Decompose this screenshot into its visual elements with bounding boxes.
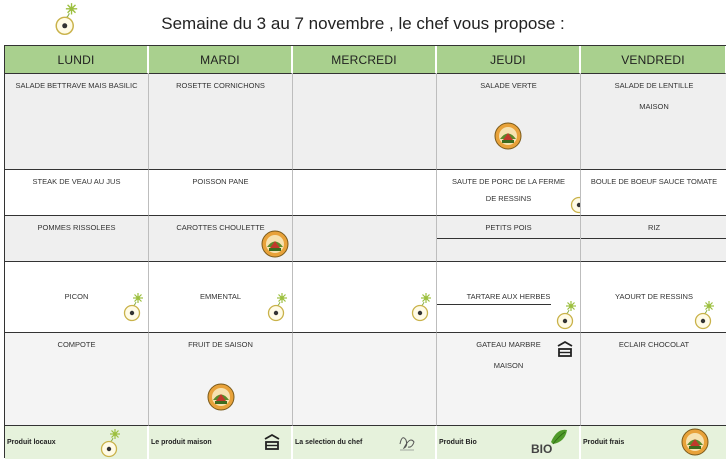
maison-icon bbox=[554, 339, 576, 359]
legend-label: Produit frais bbox=[583, 439, 625, 446]
divider bbox=[437, 238, 580, 239]
bio-text: BIO bbox=[531, 442, 553, 456]
menu-cell bbox=[5, 333, 149, 426]
page-title: Semaine du 3 au 7 novembre , le chef vous propose : bbox=[161, 14, 565, 33]
menu-cell bbox=[581, 74, 726, 170]
local-pin-icon bbox=[569, 184, 581, 214]
fresh-badge-icon bbox=[261, 230, 289, 258]
dish-name: PICON bbox=[64, 292, 89, 301]
menu-cell bbox=[149, 216, 293, 262]
dish-name: RIZ bbox=[647, 223, 661, 232]
menu-cell bbox=[293, 216, 437, 262]
dish-name: BOULE DE BOEUF SAUCE TOMATE bbox=[590, 177, 718, 186]
dish-name: STEAK DE VEAU AU JUS bbox=[32, 177, 121, 186]
local-pin-icon bbox=[266, 292, 290, 322]
menu-cell bbox=[437, 74, 581, 170]
menu-cell bbox=[5, 170, 149, 216]
menu-cell bbox=[5, 216, 149, 262]
menu-cell bbox=[149, 262, 293, 333]
dish-name: ECLAIR CHOCOLAT bbox=[618, 340, 690, 349]
dish-name: PETITS POIS bbox=[485, 223, 532, 232]
menu-cell bbox=[581, 333, 726, 426]
menu-cell bbox=[5, 262, 149, 333]
legend-label: Produit Bio bbox=[439, 439, 477, 446]
fresh-badge-icon bbox=[207, 383, 235, 411]
legend-local bbox=[5, 426, 149, 459]
dish-name: FRUIT DE SAISON bbox=[188, 340, 253, 349]
local-pin-icon bbox=[122, 292, 146, 322]
menu-cell bbox=[581, 170, 726, 216]
day-header-jeudi: JEUDI bbox=[437, 46, 581, 74]
menu-cell bbox=[581, 216, 726, 262]
day-header-mardi: MARDI bbox=[149, 46, 293, 74]
day-header-vendredi: VENDREDI bbox=[581, 46, 726, 74]
menu-cell bbox=[149, 74, 293, 170]
dish-name: SALADE DE LENTILLE bbox=[614, 81, 694, 90]
menu-cell bbox=[293, 74, 437, 170]
fresh-badge-icon bbox=[681, 428, 709, 456]
menu-cell bbox=[437, 170, 581, 216]
menu-cell bbox=[437, 216, 581, 262]
weekly-menu-table bbox=[4, 45, 726, 458]
dish-name: SALADE BETTRAVE MAIS BASILIC bbox=[15, 81, 138, 90]
dish-name: EMMENTAL bbox=[199, 292, 242, 301]
menu-cell bbox=[581, 262, 726, 333]
dish-name: SAUTE DE PORC DE LA FERME bbox=[452, 177, 565, 186]
divider bbox=[437, 304, 551, 305]
menu-cell bbox=[293, 170, 437, 216]
dish-name: YAOURT DE RESSINS bbox=[615, 292, 693, 301]
bio-leaf-icon bbox=[529, 428, 569, 456]
menu-cell bbox=[293, 333, 437, 426]
legend-label: Produit locaux bbox=[7, 439, 56, 446]
menu-cell bbox=[437, 333, 581, 426]
divider bbox=[581, 238, 726, 239]
legend-label: Le produit maison bbox=[151, 439, 212, 446]
local-pin-icon bbox=[555, 300, 579, 330]
day-header-mercredi: MERCREDI bbox=[293, 46, 437, 74]
legend-bio bbox=[437, 426, 581, 459]
chef-signature-icon bbox=[396, 430, 418, 454]
dish-name: SALADE VERTE bbox=[480, 81, 537, 90]
menu-cell bbox=[437, 262, 581, 333]
menu-cell bbox=[5, 74, 149, 170]
dish-name: TARTARE AUX HERBES bbox=[466, 292, 551, 301]
menu-cell bbox=[149, 333, 293, 426]
maison-icon bbox=[261, 432, 283, 452]
dish-name: GATEAU MARBRE bbox=[476, 340, 541, 349]
menu-cell bbox=[149, 170, 293, 216]
dish-name: POISSON PANE bbox=[192, 177, 249, 186]
fresh-badge-icon bbox=[494, 122, 522, 150]
legend-maison bbox=[149, 426, 293, 459]
dish-name: ROSETTE CORNICHONS bbox=[176, 81, 265, 90]
dish-name-line2: DE RESSINS bbox=[485, 194, 532, 203]
local-pin-icon bbox=[693, 300, 717, 330]
dish-name-line2: MAISON bbox=[493, 361, 524, 370]
local-pin-icon bbox=[410, 292, 434, 322]
menu-cell bbox=[293, 262, 437, 333]
dish-name: CAROTTES CHOULETTE bbox=[176, 223, 265, 232]
legend-chef bbox=[293, 426, 437, 459]
day-header-lundi: LUNDI bbox=[5, 46, 149, 74]
dish-name: COMPOTE bbox=[57, 340, 96, 349]
dish-name: POMMES RISSOLEES bbox=[37, 223, 116, 232]
legend-label: La selection du chef bbox=[295, 439, 363, 446]
local-pin-icon bbox=[99, 428, 123, 458]
legend-frais bbox=[581, 426, 726, 459]
dish-name-line2: MAISON bbox=[639, 102, 669, 111]
